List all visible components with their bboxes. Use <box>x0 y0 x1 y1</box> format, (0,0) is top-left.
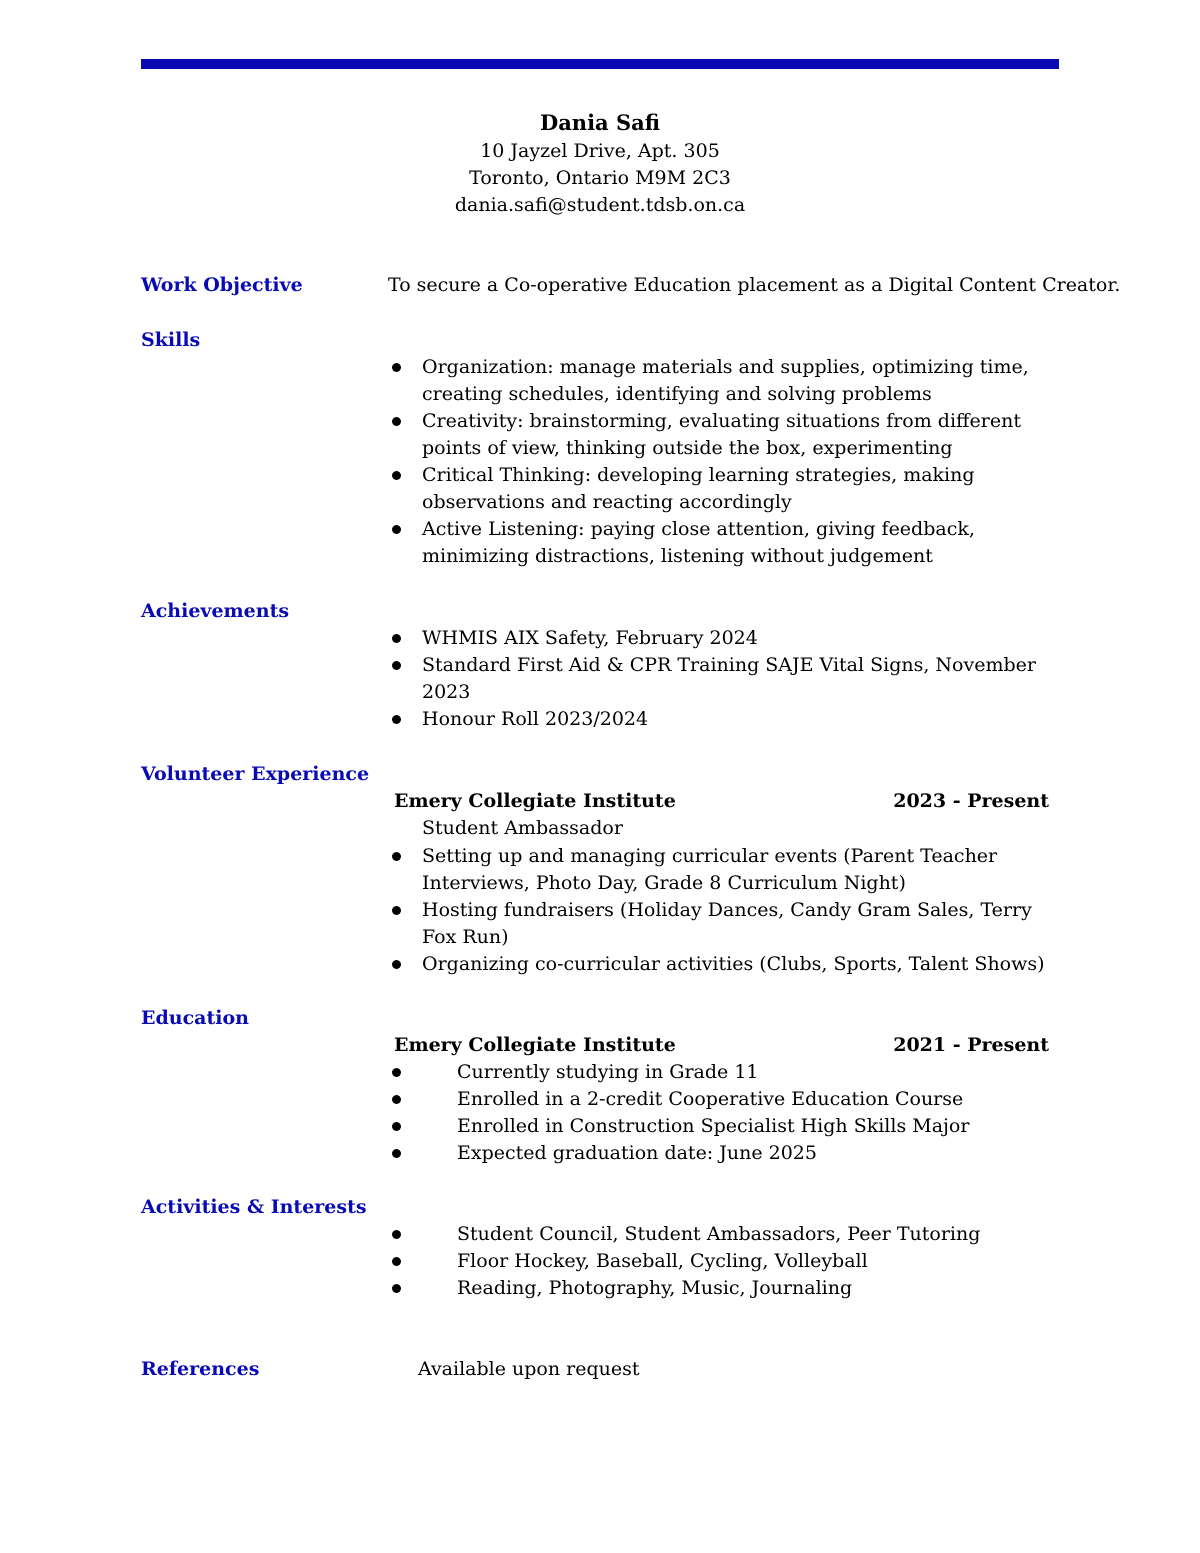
volunteer-entry-heading <box>394 788 1049 815</box>
list-item: WHMIS AIX Safety, February 2024 <box>388 625 1036 652</box>
bullet-icon <box>392 1095 401 1104</box>
section-label-references: References <box>141 1358 260 1380</box>
volunteer-role: Student Ambassador <box>422 817 623 839</box>
bullet-icon <box>392 1257 401 1266</box>
list-item: Honour Roll 2023/2024 <box>388 706 1036 733</box>
achievements-list <box>388 625 1036 733</box>
list-item: Floor Hockey, Baseball, Cycling, Volleyball <box>388 1248 980 1275</box>
list-item: Enrolled in a 2-credit Cooperative Education Course <box>388 1086 969 1113</box>
list-item: Critical Thinking: developing learning strategies, making observations and reacting accordingly <box>388 462 1029 516</box>
list-item: Enrolled in Construction Specialist High Skills Major <box>388 1113 969 1140</box>
header-rule <box>141 59 1059 69</box>
education-dates: 2021 - Present <box>893 1034 1049 1056</box>
section-label-activities: Activities & Interests <box>141 1196 367 1218</box>
list-item: Hosting fundraisers (Holiday Dances, Candy Gram Sales, Terry Fox Run) <box>388 897 1045 951</box>
volunteer-list <box>388 843 1045 978</box>
references-text: Available upon request <box>418 1358 640 1380</box>
volunteer-organization: Emery Collegiate Institute <box>394 790 676 812</box>
bullet-icon <box>392 525 401 534</box>
section-label-education: Education <box>141 1007 249 1029</box>
education-organization: Emery Collegiate Institute <box>394 1034 676 1056</box>
bullet-icon <box>392 1149 401 1158</box>
address-line-2: Toronto, Ontario M9M 2C3 <box>469 167 731 189</box>
list-item: Currently studying in Grade 11 <box>388 1059 969 1086</box>
applicant-name: Dania Safi <box>539 110 661 135</box>
education-list <box>388 1059 969 1167</box>
list-item: Organization: manage materials and supplies, optimizing time, creating schedules, identifying and solving problems <box>388 354 1029 408</box>
bullet-icon <box>392 417 401 426</box>
list-item: Reading, Photography, Music, Journaling <box>388 1275 980 1302</box>
section-label-work-objective: Work Objective <box>141 274 303 296</box>
list-item: Creativity: brainstorming, evaluating situations from different points of view, thinking outside the box, experimenting <box>388 408 1029 462</box>
bullet-icon <box>392 1068 401 1077</box>
bullet-icon <box>392 1122 401 1131</box>
bullet-icon <box>392 363 401 372</box>
list-item: Active Listening: paying close attention, giving feedback, minimizing distractions, listening without judgement <box>388 516 1029 570</box>
education-entry-heading <box>394 1032 1049 1059</box>
bullet-icon <box>392 634 401 643</box>
bullet-icon <box>392 960 401 969</box>
bullet-icon <box>392 715 401 724</box>
email-address: dania.safi@student.tdsb.on.ca <box>454 194 746 216</box>
contact-header <box>0 108 1200 219</box>
list-item: Standard First Aid & CPR Training SAJE Vital Signs, November 2023 <box>388 652 1036 706</box>
section-label-achievements: Achievements <box>141 600 290 622</box>
list-item: Expected graduation date: June 2025 <box>388 1140 969 1167</box>
skills-list <box>388 354 1029 570</box>
section-label-volunteer: Volunteer Experience <box>141 763 370 785</box>
list-item: Setting up and managing curricular events (Parent Teacher Interviews, Photo Day, Grade 8 Curriculum Night) <box>388 843 1045 897</box>
list-item: Organizing co-curricular activities (Clubs, Sports, Talent Shows) <box>388 951 1045 978</box>
bullet-icon <box>392 661 401 670</box>
section-label-skills: Skills <box>141 329 201 351</box>
bullet-icon <box>392 852 401 861</box>
work-objective-text: To secure a Co-operative Education placement as a Digital Content Creator. <box>388 274 1121 296</box>
bullet-icon <box>392 1230 401 1239</box>
activities-list <box>388 1221 980 1302</box>
bullet-icon <box>392 1284 401 1293</box>
volunteer-dates: 2023 - Present <box>893 790 1049 812</box>
address-line-1: 10 Jayzel Drive, Apt. 305 <box>480 140 720 162</box>
list-item: Student Council, Student Ambassadors, Peer Tutoring <box>388 1221 980 1248</box>
bullet-icon <box>392 906 401 915</box>
bullet-icon <box>392 471 401 480</box>
